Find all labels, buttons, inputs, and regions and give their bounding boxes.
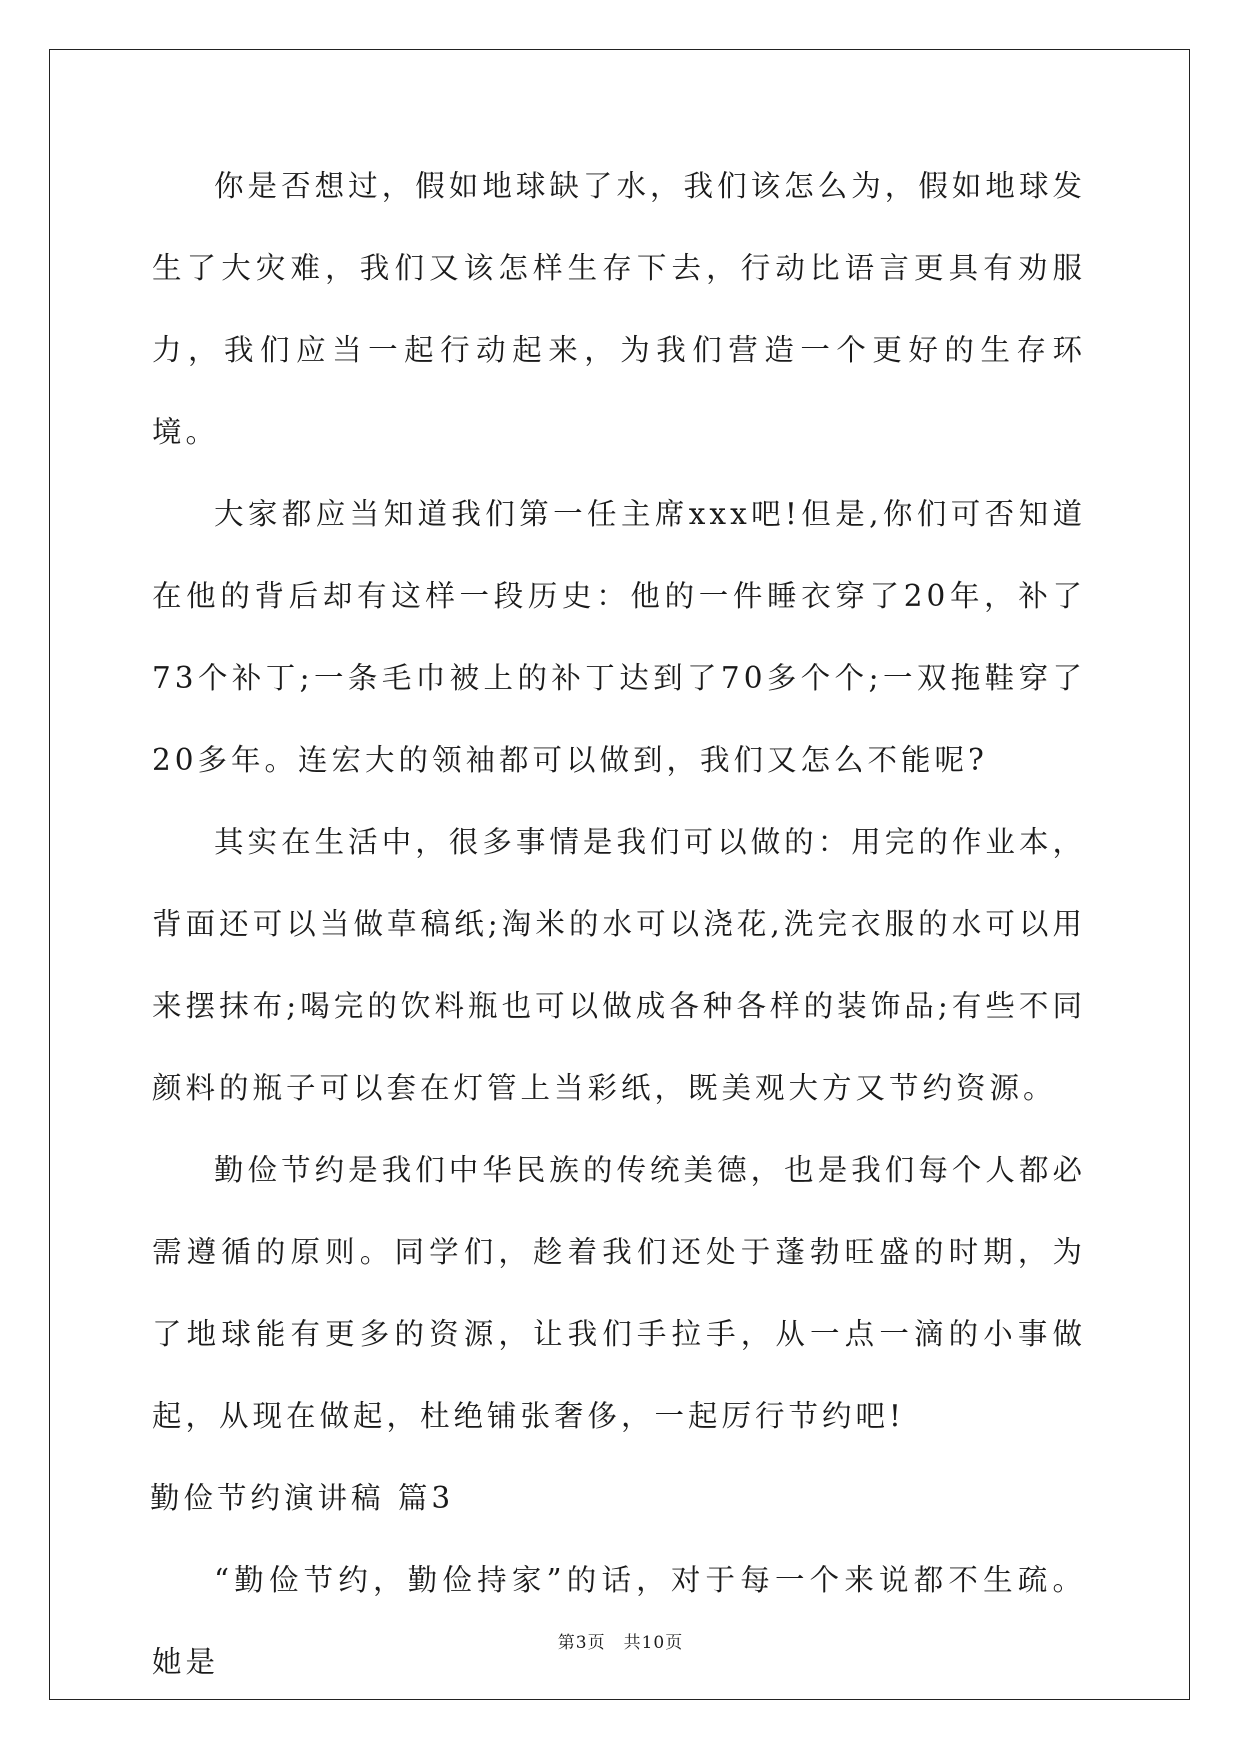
paragraph-4: 勤俭节约是我们中华民族的传统美德，也是我们每个人都必需遵循的原则。同学们，趁着我们还处于蓬勃旺盛的时期，为了地球能有更多的资源，让我们手拉手，从一点一滴的小事做起，从现在做起，杜绝铺张奢侈，一起厉行节约吧! — [152, 1153, 1086, 1433]
document-body — [152, 145, 1086, 1703]
section-heading: 勤俭节约演讲稿 篇3 — [150, 1481, 455, 1515]
page-number-footer: 第3页 共10页 — [557, 1633, 684, 1653]
paragraph-2: 大家都应当知道我们第一任主席xxx吧!但是,你们可否知道在他的背后却有这样一段历史：他的一件睡衣穿了20年，补了73个补丁;一条毛巾被上的补丁达到了70多个个;一双拖鞋穿了20多年。连宏大的领袖都可以做到，我们又怎么不能呢? — [152, 497, 1086, 777]
paragraph-5: “勤俭节约，勤俭持家”的话，对于每一个来说都不生疏。她是 — [152, 1563, 1086, 1679]
paragraph-3: 其实在生活中，很多事情是我们可以做的：用完的作业本，背面还可以当做草稿纸;淘米的水可以浇花,洗完衣服的水可以用来摆抹布;喝完的饮料瓶也可以做成各种各样的装饰品;有些不同颜料的瓶子可以套在灯管上当彩纸，既美观大方又节约资源。 — [152, 825, 1086, 1105]
paragraph-1: 你是否想过，假如地球缺了水，我们该怎么为，假如地球发生了大灾难，我们又该怎样生存下去，行动比语言更具有劝服力，我们应当一起行动起来，为我们营造一个更好的生存环境。 — [152, 169, 1086, 449]
